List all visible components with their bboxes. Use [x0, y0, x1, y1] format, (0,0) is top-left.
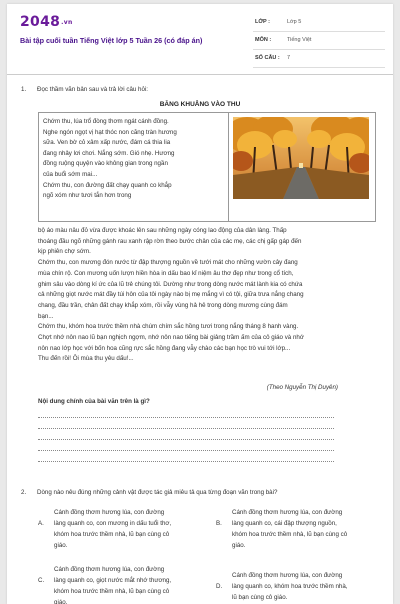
- option-line: Cánh đồng thơm hương lúa, con đường: [232, 509, 343, 516]
- option-line: Cánh đồng thơm hương lúa, con đường: [54, 509, 165, 516]
- passage-line: ngõ xóm như tươi tắn hơn trong: [43, 192, 132, 200]
- meta-key: MÔN :: [255, 37, 272, 43]
- option-line: làng quanh co, cái đập thượng nguồn,: [232, 520, 337, 527]
- answer-line[interactable]: [38, 449, 334, 451]
- question-text: Dòng nào nêu đúng những cảnh vật được tác giả miêu tả qua từng đoạn văn trong bài?: [37, 489, 278, 496]
- option-line: giáo.: [54, 542, 68, 549]
- option-letter: C.: [38, 577, 45, 584]
- passage-line: nôn nao lớp học với bốn hoa cũng rực sắc hồng đang vẫy chào các bạn học trò vui tới lớp...: [38, 344, 291, 352]
- meta-value: Tiếng Việt: [287, 37, 312, 43]
- passage-line: Chớm thu, khóm hoa trước thềm nhà chúm chím sắc hồng tươi trong nắng tháng 8 hanh vàng.: [38, 323, 299, 331]
- sub-question: Nội dung chính của bài văn trên là gì?: [38, 398, 150, 405]
- answer-line[interactable]: [38, 427, 334, 429]
- option-line: làng quanh co, con mương in dấu tuổi thơ,: [54, 520, 172, 527]
- question-number: 2.: [21, 489, 27, 496]
- option-line: khóm hoa trước thềm nhà, lũ bạn cùng cô: [54, 588, 170, 595]
- logo-suffix: .vn: [61, 18, 73, 26]
- passage-line: cả những giọt nước mát đầy túi hôn của tôi ngày nào bị mẹ mắng vì có tội, giữa trưa nắng chang: [38, 291, 304, 299]
- option-line: Cánh đồng thơm hương lúa, con đường: [54, 566, 165, 573]
- meta-row-class: [253, 14, 385, 32]
- answer-line[interactable]: [38, 438, 334, 440]
- question-text: Đọc thầm văn bản sau và trả lời câu hỏi:: [37, 86, 149, 93]
- passage-line: Thu đến rồi! Ôi mùa thu yêu dấu!...: [38, 355, 134, 363]
- logo-text: 2048: [20, 14, 61, 30]
- option-letter: A.: [38, 520, 44, 527]
- box-divider: [228, 113, 229, 221]
- passage-line: kịp phiên chợ sớm.: [38, 248, 91, 256]
- passage-line: chang, đầu trần, chân đất chạy khắp xóm, rồi vẫy vùng hả hê trong dòng mương cùng đám: [38, 301, 288, 309]
- meta-row-subject: [253, 32, 385, 50]
- passage-line: Chớm thu, con đường đất chạy quanh co khắp: [43, 181, 172, 189]
- passage-line: đang nhảy lơi chơi. Nắng sớm. Gió nhẹ. Hương: [43, 149, 175, 157]
- passage-line: mùa chín rộ. Con mương uốn lượn hiền hòa in dấu bao kỉ niệm âu thơ đẹp như trong cổ tích,: [38, 269, 294, 277]
- option-letter: B.: [216, 520, 222, 527]
- meta-table: [253, 14, 385, 68]
- option-line: giáo.: [232, 542, 246, 549]
- answer-line[interactable]: [38, 416, 334, 418]
- passage-line: bộ áo màu nâu đỏ vừa được khoác lên sau những ngày cóng lao động của dân làng. Thấp: [38, 227, 287, 234]
- header-divider: [7, 74, 393, 75]
- option-line: khóm hoa trước thềm nhà, lũ bạn cùng cô: [54, 531, 170, 538]
- option-line: Cánh đồng thơm hương lúa, con đường: [232, 572, 343, 579]
- meta-value: Lớp 5: [287, 19, 302, 25]
- question-number: 1.: [21, 86, 27, 93]
- meta-key: LỚP :: [255, 19, 270, 25]
- passage-intro: [43, 117, 227, 202]
- option-line: giáo.: [54, 599, 68, 604]
- passage-line: sữa. Ven bờ cỏ xâm xấp nước, đám cá thia lia: [43, 139, 171, 147]
- passage-line: thoáng đầu ngõ những gánh rau xanh rập rờn theo bước chân của các mẹ, các chị gấp gáp đến: [38, 237, 302, 245]
- site-logo[interactable]: [20, 14, 73, 30]
- worksheet-page: [7, 4, 393, 604]
- passage-box: [38, 112, 376, 222]
- passage-line: bạn...: [38, 312, 54, 320]
- autumn-road-image: [233, 117, 369, 199]
- page-title: Bài tập cuối tuần Tiếng Việt lớp 5 Tuần 26 (có đáp án): [20, 36, 203, 45]
- source-credit: (Theo Nguyễn Thị Duyên): [266, 384, 338, 391]
- passage-line: Chợt nhớ nôn nao lũ bạn nghịch ngợm, nhớ nôn nao tiếng bài giảng trầm ấm của cô giáo và nhớ: [38, 334, 304, 342]
- passage-line: đồng ruộng quyện vào không gian trong ngần: [43, 160, 168, 168]
- meta-key: SỐ CÂU :: [255, 55, 280, 61]
- passage-line: ghim sâu vào dòng kí ức của lũ trẻ chúng tôi. Dường như trong dòng nước mát lành kia có chứa: [38, 280, 303, 288]
- passage-title: BĂNG KHUÂNG VÀO THU: [159, 101, 241, 108]
- passage-line: Chớm thu, lúa trổ đòng thơm ngát cánh đồng.: [43, 118, 169, 125]
- option-line: lũ bạn cùng cô giáo.: [232, 594, 288, 601]
- passage-line: của buổi sớm mai...: [43, 170, 98, 178]
- option-letter: D.: [216, 583, 223, 590]
- passage-body: [38, 226, 378, 365]
- answer-line[interactable]: [38, 460, 334, 462]
- meta-row-question-count: [253, 50, 385, 68]
- page-header: [7, 4, 393, 70]
- option-line: khóm hoa trước thềm nhà, lũ bạn cùng cô: [232, 531, 348, 538]
- option-line: làng quanh co, khóm hoa trước thềm nhà,: [232, 583, 348, 590]
- option-line: làng quanh co, giọt nước mắt nhớ thương,: [54, 577, 172, 584]
- passage-line: Chớm thu, con mương đón nước từ đập thượng nguồn về tưới mát cho những vườn cây đang: [38, 259, 298, 267]
- meta-value: 7: [287, 55, 291, 61]
- passage-line: Nghe ngón ngọt vị hạt thóc non căng tràn hương: [43, 128, 177, 136]
